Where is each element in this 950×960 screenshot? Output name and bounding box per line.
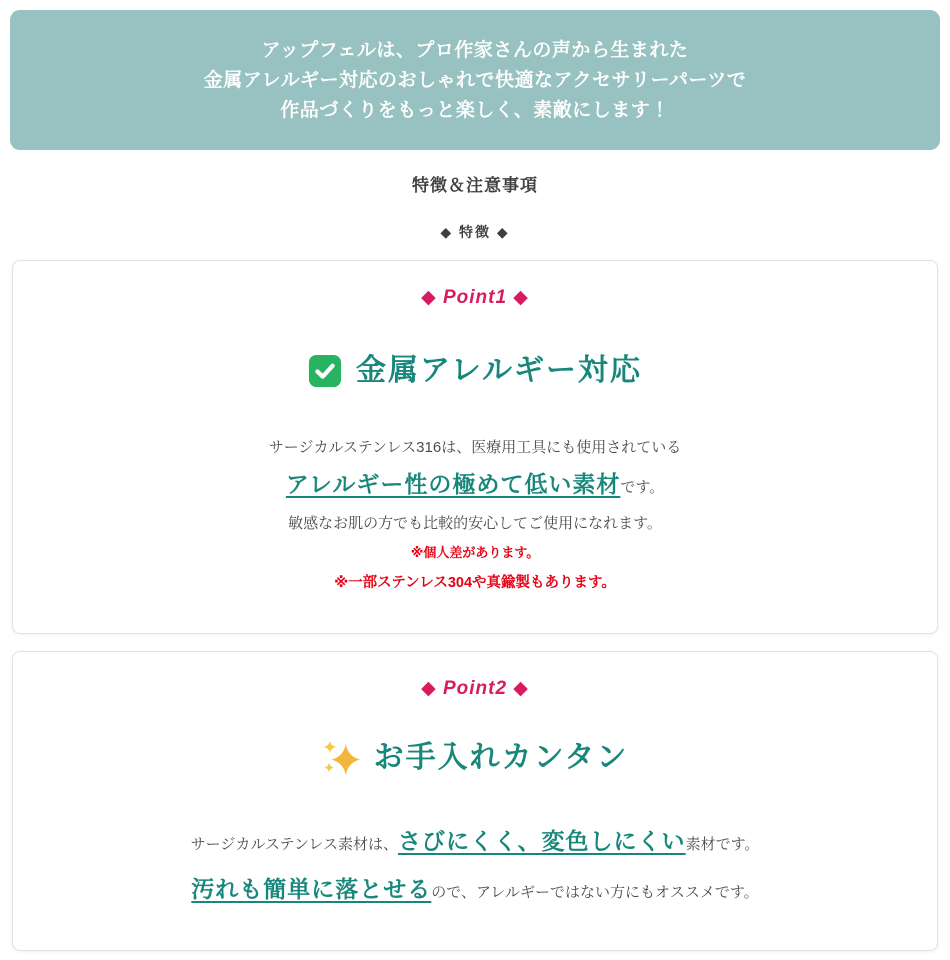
point1-card [12,260,938,634]
emphasis-text: さびにくく、変色しにくい [398,828,686,854]
point1-heading-text: 金属アレルギー対応 [355,354,643,387]
point2-body-line [33,824,917,862]
body-text: ので、アレルギーではない方にもオススメです。 [431,884,759,901]
point1-heading [33,351,917,391]
intro-banner [10,10,940,150]
banner-line: アップフェルは、プロ作家さんの声から生まれた [261,39,689,61]
note-text: ※一部ステンレス304や真鍮製もあります。 [334,575,616,591]
check-icon [308,354,342,388]
point1-body-line: 敏感なお肌の方でも比較的安心してご使用になれます。 [288,515,662,532]
point1-label: ◆ Point1 ◆ [421,287,529,308]
point1-body-line [33,467,917,505]
point2-label: ◆ Point2 ◆ [421,678,529,699]
banner-line: 金属アレルギー対応のおしゃれで快適なアクセサリーパーツで [203,69,747,91]
point2-card [12,651,938,951]
emphasis-text: アレルギー性の極めて低い素材 [285,471,621,497]
point2-body-line [33,872,917,910]
point1-body-line: サージカルステンレス316は、医療用工具にも使用されている [268,439,682,456]
note-text: ※個人差があります。 [410,545,540,560]
point2-heading [33,738,917,778]
banner-line: 作品づくりをもっと楽しく、素敵にします！ [280,99,670,121]
body-text: です。 [620,479,665,496]
section-title: 特徴＆注意事項 [412,176,538,195]
emphasis-text: 汚れも簡単に落とせる [191,876,432,902]
point2-heading-text: お手入れカンタン [373,741,629,774]
section-subtitle: ◆ 特徴 ◆ [440,224,510,240]
body-text: 素材です。 [685,836,760,853]
body-text: サージカルステンレス素材は、 [190,836,399,853]
sparkles-icon [322,739,360,777]
product-description-page [0,10,950,951]
